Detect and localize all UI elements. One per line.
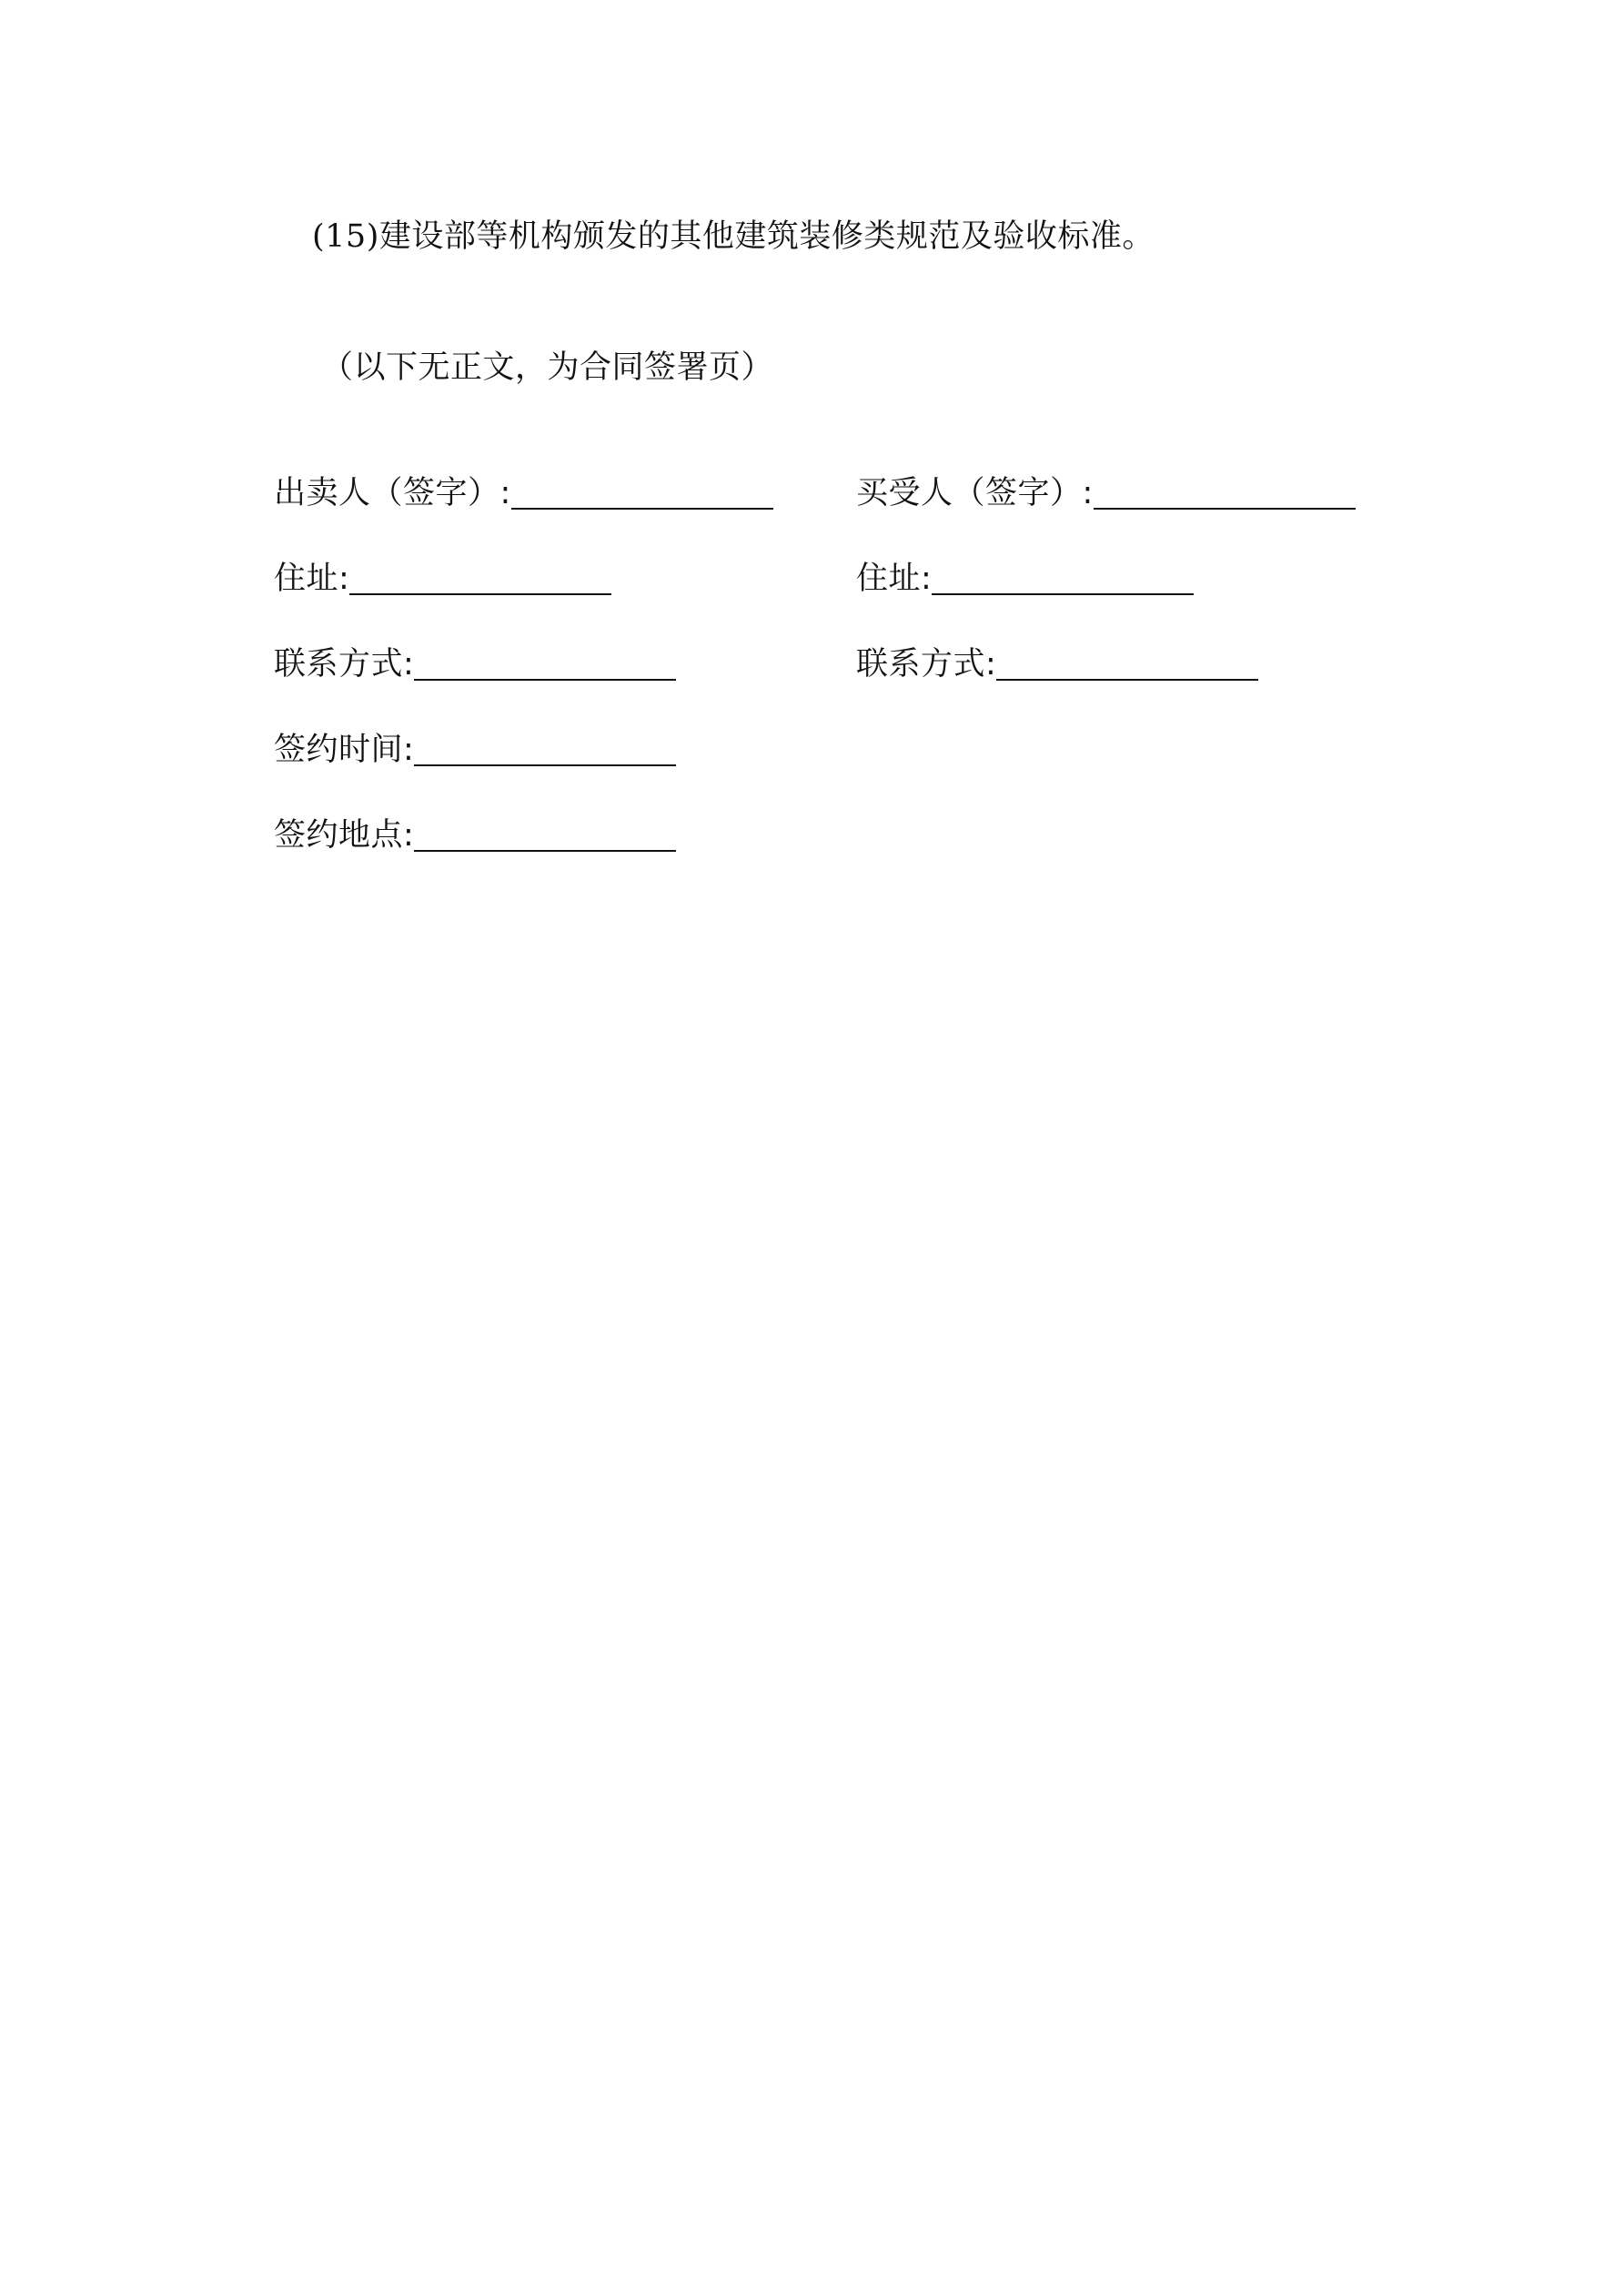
sign-place-row: [274, 815, 676, 855]
sign-place-line[interactable]: [414, 821, 676, 852]
buyer-address-row: [856, 559, 1194, 599]
buyer-address-line[interactable]: [932, 564, 1194, 595]
buyer-address-label: 住址:: [856, 561, 933, 597]
sign-time-label: 签约时间:: [274, 732, 415, 768]
sign-place-label: 签约地点:: [274, 817, 415, 854]
buyer-signature-row: [856, 473, 1356, 513]
buyer-signature-line[interactable]: [1094, 479, 1356, 510]
seller-address-row: [274, 559, 611, 599]
buyer-contact-line[interactable]: [996, 650, 1258, 681]
sign-time-row: [274, 730, 676, 770]
sign-time-line[interactable]: [414, 735, 676, 766]
seller-contact-row: [274, 644, 676, 684]
seller-address-line[interactable]: [349, 564, 611, 595]
standard-item-15: (15)建设部等机构颁发的其他建筑装修类规范及验收标准。: [312, 218, 1155, 255]
buyer-signature-label: 买受人（签字）:: [856, 475, 1094, 511]
seller-contact-line[interactable]: [414, 650, 676, 681]
buyer-contact-row: [856, 644, 1258, 684]
seller-signature-label: 出卖人（签字）:: [274, 475, 511, 511]
buyer-contact-label: 联系方式:: [856, 646, 997, 683]
seller-contact-label: 联系方式:: [274, 646, 415, 683]
signature-page-note: （以下无正文，为合同签署页）: [321, 349, 774, 386]
seller-address-label: 住址:: [274, 561, 350, 597]
seller-signature-row: [274, 473, 773, 513]
seller-signature-line[interactable]: [511, 479, 773, 510]
